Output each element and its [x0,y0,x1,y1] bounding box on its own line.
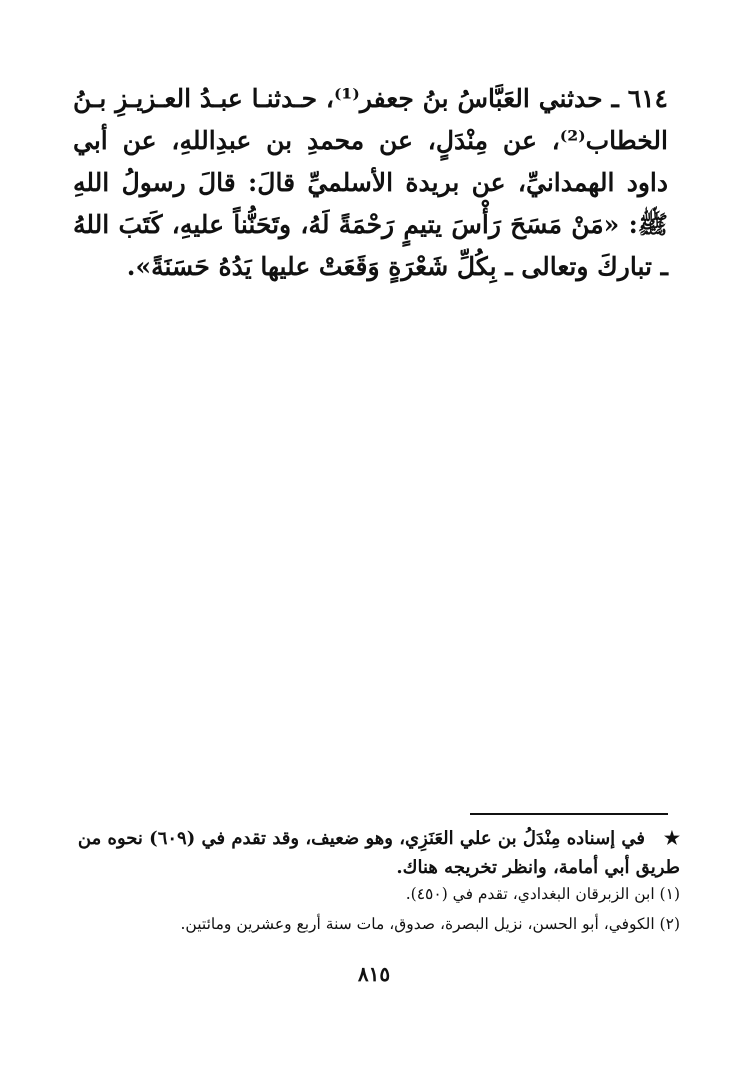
hadith-text: ـ حدثني العَبَّاسُ بنُ جعفر⁽¹⁾، حـدثنـا عبـدُ العـزيـزِ بـنُ الخطاب⁽²⁾، عن مِنْدَلٍ، عن محمدِ بن عبدِاللهِ، عن أبي داود الهمدانيِّ، عن بريدة الأسلميِّ قالَ: قالَ رسولُ اللهِ ﷺ: «مَنْ مَسَحَ رَأْسَ يتيمٍ رَحْمَةً لَهُ، وتَحَنُّناً عليهِ، كَتَبَ اللهُ ـ تباركَ وتعالى ـ بِكُلِّ شَعْرَةٍ وَقَعَتْ عليها يَدُهُ حَسَنَةً». [73,84,668,281]
footnote-star [76,824,680,882]
star-mark: ★ [663,828,680,849]
page-number: ٨١٥ [357,962,391,986]
footnote-separator [470,813,668,815]
footnote-star-text: في إسناده مِنْدَلُ بن علي العَنَزِي، وهو ضعيف، وقد تقدم في (٦٠٩) نحوه من طريق أبي أمامة، وانظر تخريجه هناك. [77,828,680,878]
hadith-paragraph [73,78,668,288]
footnote-2: (٢) الكوفي، أبو الحسن، نزيل البصرة، صدوق، مات سنة أربع وعشرين ومائتين. [180,915,680,933]
footnote-1: (١) ابن الزبرقان البغدادي، تقدم في (٤٥٠). [405,885,680,903]
hadith-number: ٦١٤ [627,84,668,113]
